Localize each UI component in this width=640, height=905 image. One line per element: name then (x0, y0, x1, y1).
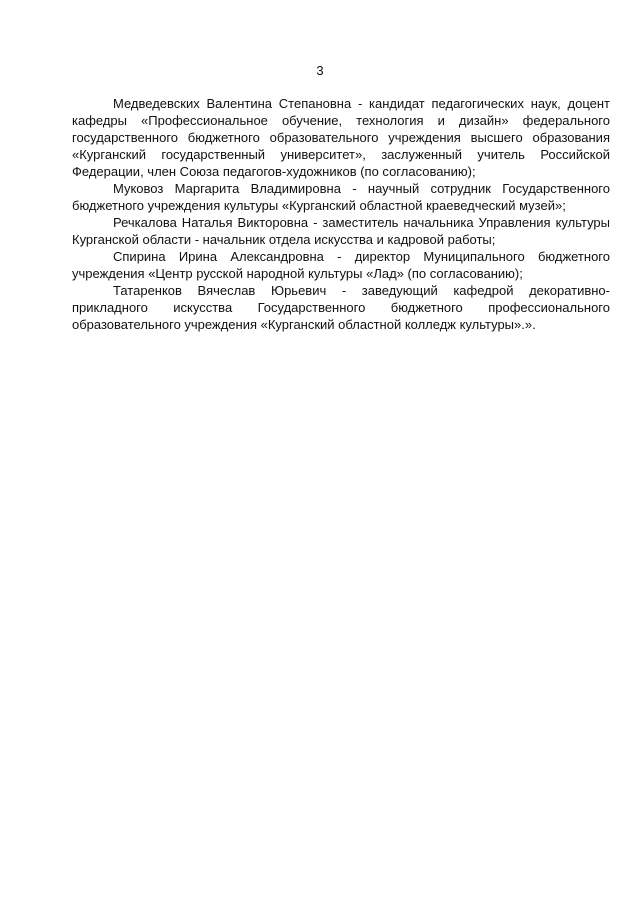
paragraph-medvedevskikh: Медведевских Валентина Степановна - кандидат педагогических наук, доцент кафедры «Профессиональное обучение, технология и дизайн» федерального государственного бюджетного образовательного учреждения высшего образования «Курганский государственный университет», заслуженный учитель Российской Федерации, член Союза педагогов-художников (по согласованию); (72, 96, 610, 179)
paragraph-mukovoz: Муковоз Маргарита Владимировна - научный сотрудник Государственного бюджетного учреждения культуры «Курганский областной краеведческий музей»; (72, 181, 610, 213)
paragraph-spirina: Спирина Ирина Александровна - директор Муниципального бюджетного учреждения «Центр русской народной культуры «Лад» (по согласованию); (72, 249, 610, 281)
paragraph-rechkalova: Речкалова Наталья Викторовна - заместитель начальника Управления культуры Курганской области - начальник отдела искусства и кадровой работы; (72, 215, 610, 247)
page-number: 3 (316, 63, 324, 78)
document-body (72, 95, 610, 333)
paragraph-tatarenkov: Татаренков Вячеслав Юрьевич - заведующий кафедрой декоративно-прикладного искусства Государственного бюджетного профессионального образовательного учреждения «Курганский областной колледж культуры».». (72, 283, 610, 332)
